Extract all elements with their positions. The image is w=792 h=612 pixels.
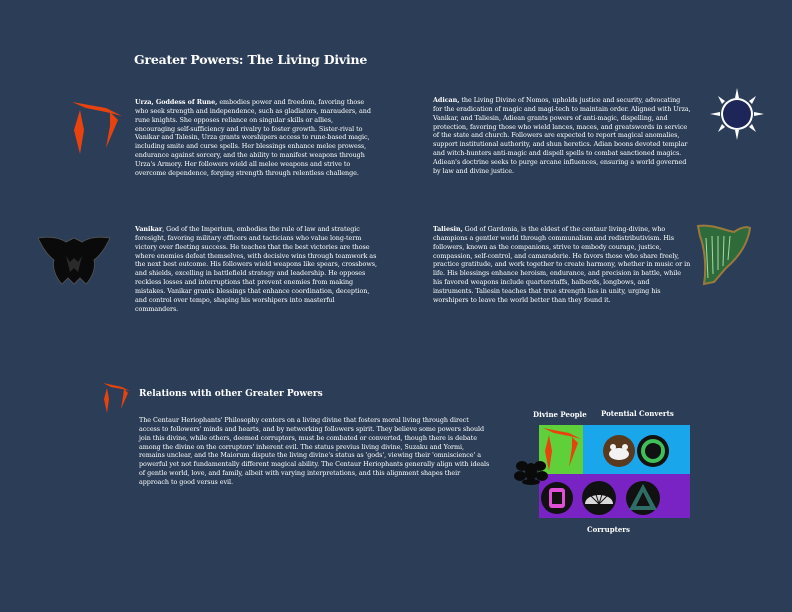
deity-vanikar-text <box>135 225 379 313</box>
deity-vanikar-description: , God of the Imperium, embodies the rule of law and strategic foresight, favoring military officers and tacticians who value long-term victory over fleeting success. He teaches that the best victories are those where enemies defeat themselves, with decisive wins through teamwork as the next best outcome. His followers wield weapons like spears, crossbows, and shields, excelling in battlefield strategy and leadership. He opposes reckless losses and interruptions that prevent enemies from making mistakes. Vanikar grants blessings that enhance coordination, deception, and control over tempo, shaping his worshipers into masterful commanders. <box>135 225 377 313</box>
label-corrupters: Corrupters <box>587 525 630 534</box>
cell-potential-converts <box>583 425 690 474</box>
laurel-crest-icon <box>514 458 548 486</box>
deity-adican-name: Adican, <box>433 96 460 104</box>
page-title: Greater Powers: The Living Divine <box>134 52 368 67</box>
label-divine-people: Divine People <box>533 410 587 419</box>
harp-icon <box>694 222 754 286</box>
pyramid-icon <box>626 481 660 515</box>
converts-icons <box>583 425 690 474</box>
deity-urza-text <box>135 98 375 178</box>
serpent-ring-icon <box>637 435 669 467</box>
bear-icon <box>603 435 635 467</box>
deity-urza-description: embodies power and freedom, favoring those who seek strength and independence, such as gladiators, marauders, and rune knights. She opposes reliance on singular skills or allies, encouraging self-sufficiency and rivalry to foster growth. Sister-rival to Vanikar and Talesin, Urza grants worshipers access to rune-based magic, including smite and curse spells. Her blessings enhance melee prowess, endurance against sorcery, and the ability to manifest weapons through Urza's Armory. Her followers wield all melee weapons and strive to overcome dependence, forging strength through relentless challenge. <box>135 98 371 177</box>
deity-adican-text <box>433 96 691 176</box>
rune-glyph-icon <box>66 98 126 158</box>
shell-icon <box>582 481 616 515</box>
scroll-icon <box>541 482 573 514</box>
bat-crest-icon <box>36 232 112 288</box>
deity-taliesin-description: God of Gardonia, is the eldest of the centaur living-divine, who champions a gentler world through communalism and redistributivism. His followers, known as the companions, strive to embody courage, justice, compassion, self-control, and camaraderie. He favors those who share freely, practice gratitude, and work together to create harmony, whether in music or in life. His blessings enhance heroism, endurance, and precision in battle, while his favored weapons include quarterstaffs, halberds, longbows, and instruments. Taliesin teaches that true strength lies in unity, urging his worshipers to leave the world better than they found it. <box>433 225 691 304</box>
deity-vanikar-name: Vanikar <box>135 225 163 233</box>
dark-sun-icon <box>708 86 766 142</box>
relations-rune-icon <box>100 381 132 415</box>
deity-taliesin-name: Taliesin, <box>433 225 463 233</box>
relations-text: The Centaur Heriophants' Philosophy centers on a living divine that fosters moral living through direct access to followers' minds and hearts, and by networking followers spirit. They believe some powers should join this divine, while others, deemed corruptors, must be combated or converted, though there is debate among the divine on the corruptors' inherent evil. The status previus living divine, Suzaku and Yormi, remains unclear, and the Maiorum dispute the living divine's status as 'gods', viewing their 'omniscience' a powerful yet not fundamentally different magical ability. The Centaur Heriophants generally align with ideals of gentle world, love, and family, albeit with varying interpretations, and this alignment shapes their approach to good versus evil. <box>139 416 490 486</box>
label-potential-converts: Potential Converts <box>601 409 674 418</box>
relations-heading: Relations with other Greater Powers <box>139 389 323 399</box>
deity-taliesin-text <box>433 225 691 305</box>
deity-urza-name: Urza, Goddess of Rune, <box>135 98 218 106</box>
cell-corrupters <box>539 474 690 518</box>
deity-adican-description: the Living Divine of Nomos, upholds justice and security, advocating for the eradication of magic and magi-tech to maintain order. Aligned with Urza, Vanikar, and Taliesin, Adiean grants powers of anti-magic, dispelling, and protection, favoring those who wield lances, maces, and greatswords in service of the state and church. Followers are expected to report magical anomalies, support institutional authority, and shun heretics. Adian boons devoted templar and witch-hunters anti-magic and dispell spells to combat sanctioned magics. Adiean's doctrine seeks to purge arcane influences, ensuring a world governed by law and divine justice. <box>433 96 691 175</box>
corrupters-icons <box>539 474 690 518</box>
